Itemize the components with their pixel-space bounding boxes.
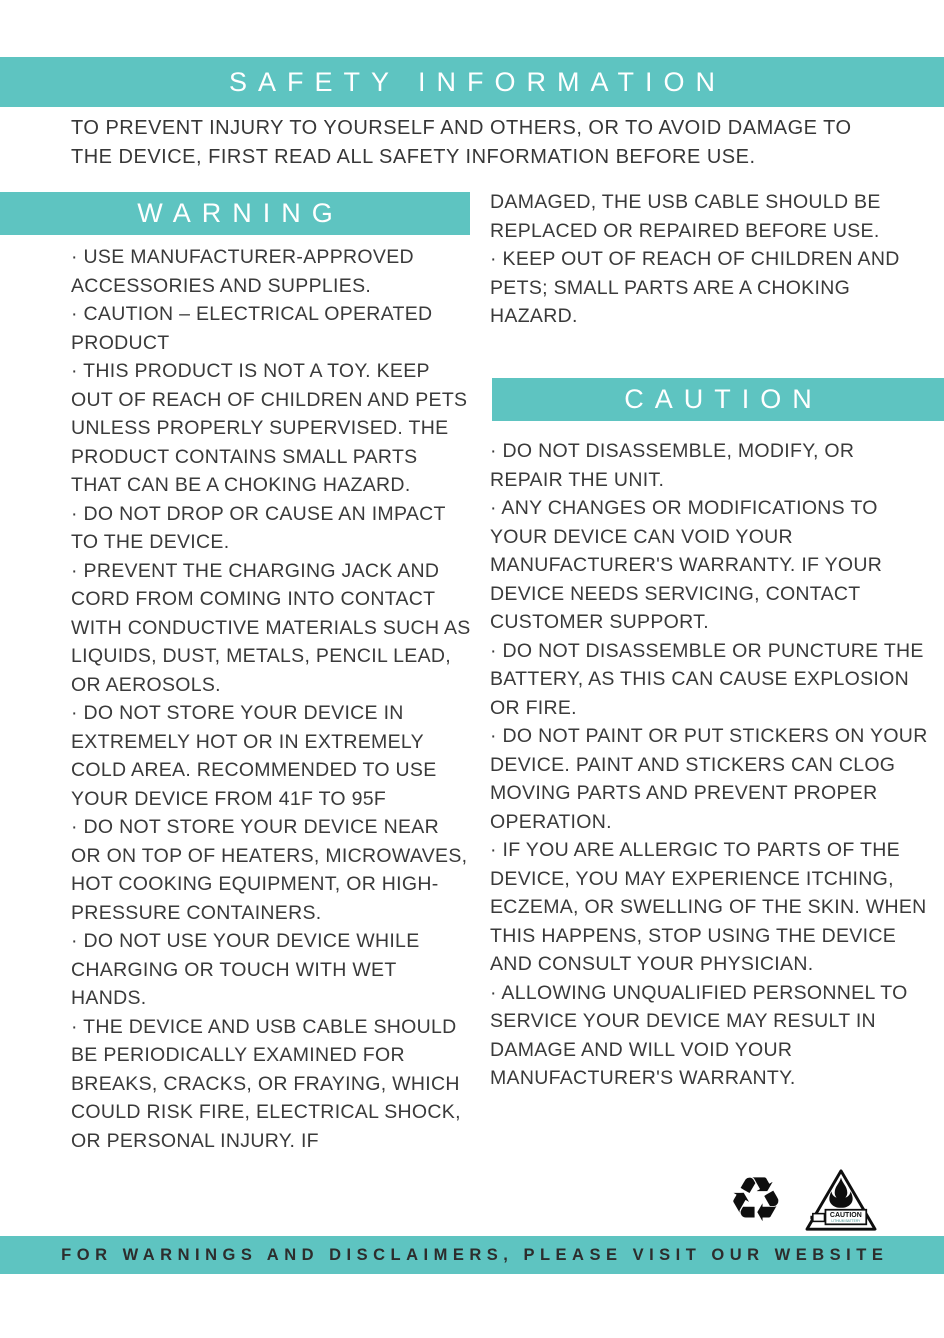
bullet-item: · DO NOT DROP OR CAUSE AN IMPACT TO THE DEVICE. <box>71 502 446 553</box>
bullet-item: · THE DEVICE AND USB CABLE SHOULD BE PERIODICALLY EXAMINED FOR BREAKS, CRACKS, OR FRAYING, WHICH COULD RISK FIRE, ELECTRICAL SHOCK, OR PERSONAL INJURY. IF <box>71 1015 461 1152</box>
bullet-item: · USE MANUFACTURER-APPROVED ACCESSORIES AND SUPPLIES. <box>71 246 414 297</box>
bullet-item: · ALLOWING UNQUALIFIED PERSONNEL TO SERVICE YOUR DEVICE MAY RESULT IN DAMAGE AND WILL VOID YOUR MANUFACTURER'S WARRANTY. <box>490 981 908 1089</box>
battery-icon <box>813 1214 825 1222</box>
lithium-battery-caution-icon <box>804 1167 878 1235</box>
bullet-item: DAMAGED, THE USB CABLE SHOULD BE REPLACED OR REPAIRED BEFORE USE. <box>490 191 881 242</box>
bullet-item: · THIS PRODUCT IS NOT A TOY. KEEP OUT OF REACH OF CHILDREN AND PETS UNLESS PROPERLY SUPERVISED. THE PRODUCT CONTAINS SMALL PARTS THAT CAN BE A CHOKING HAZARD. <box>71 360 468 496</box>
bullet-item: · DO NOT PAINT OR PUT STICKERS ON YOUR DEVICE. PAINT AND STICKERS CAN CLOG MOVING PARTS AND PREVENT PROPER OPERATION. <box>490 725 928 833</box>
bullet-item: · DO NOT STORE YOUR DEVICE IN EXTREMELY HOT OR IN EXTREMELY COLD AREA. RECOMMENDED TO USE YOUR DEVICE FROM 41F TO 95F <box>71 702 437 810</box>
page-title: SAFETY INFORMATION <box>228 66 727 97</box>
bullet-item: · DO NOT USE YOUR DEVICE WHILE CHARGING OR TOUCH WITH WET HANDS. <box>71 930 420 1009</box>
caution-list <box>490 437 928 1093</box>
warning-title: WARNING <box>137 198 344 228</box>
bullet-item: · DO NOT STORE YOUR DEVICE NEAR OR ON TOP OF HEATERS, MICROWAVES, HOT COOKING EQUIPMENT, OR HIGH-PRESSURE CONTAINERS. <box>71 816 468 924</box>
footer-banner <box>0 1236 944 1274</box>
battery-terminal <box>810 1216 812 1219</box>
caution-label-text: CAUTION <box>829 1212 862 1220</box>
compliance-icons <box>728 1163 888 1237</box>
warning-list-right-column-continuation <box>490 188 928 331</box>
bullet-item: · DO NOT DISASSEMBLE, MODIFY, OR REPAIR THE UNIT. <box>490 440 855 491</box>
bullet-item: · DO NOT DISASSEMBLE OR PUNCTURE THE BATTERY, AS THIS CAN CAUSE EXPLOSION OR FIRE. <box>490 639 924 719</box>
bullet-item: · KEEP OUT OF REACH OF CHILDREN AND PETS; SMALL PARTS ARE A CHOKING HAZARD. <box>490 248 900 327</box>
bullet-item: · ANY CHANGES OR MODIFICATIONS TO YOUR DEVICE CAN VOID YOUR MANUFACTURER'S WARRANTY. IF YOUR DEVICE NEEDS SERVICING, CONTACT CUSTOMER SUPPORT. <box>490 497 883 633</box>
lithium-battery-label-text: LITHIUM BATTERY <box>831 1218 861 1223</box>
bullet-item: · IF YOU ARE ALLERGIC TO PARTS OF THE DEVICE, YOU MAY EXPERIENCE ITCHING, ECZEMA, OR SWELLING OF THE SKIN. WHEN THIS HAPPENS, STOP USING THE DEVICE AND CONSULT YOUR PHYSICIAN. <box>490 839 927 975</box>
recycling-icon: ♻ <box>728 1163 784 1236</box>
warning-banner <box>0 192 470 235</box>
footer-text: FOR WARNINGS AND DISCLAIMERS, PLEASE VISIT OUR WEBSITE <box>61 1245 889 1264</box>
bullet-item: · PREVENT THE CHARGING JACK AND CORD FROM COMING INTO CONTACT WITH CONDUCTIVE MATERIALS SUCH AS LIQUIDS, DUST, METALS, PENCIL LEAD, OR AEROSOLS. <box>71 559 471 696</box>
intro-paragraph <box>71 114 871 172</box>
warning-list-left-column <box>71 243 471 1155</box>
safety-information-banner <box>0 57 944 107</box>
caution-title: CAUTION <box>624 384 823 414</box>
caution-banner <box>492 378 944 421</box>
intro-text: TO PREVENT INJURY TO YOURSELF AND OTHERS, OR TO AVOID DAMAGE TO THE DEVICE, FIRST READ ALL SAFETY INFORMATION BEFORE USE. <box>71 117 852 168</box>
bullet-item: · CAUTION – ELECTRICAL OPERATED PRODUCT <box>71 303 433 354</box>
